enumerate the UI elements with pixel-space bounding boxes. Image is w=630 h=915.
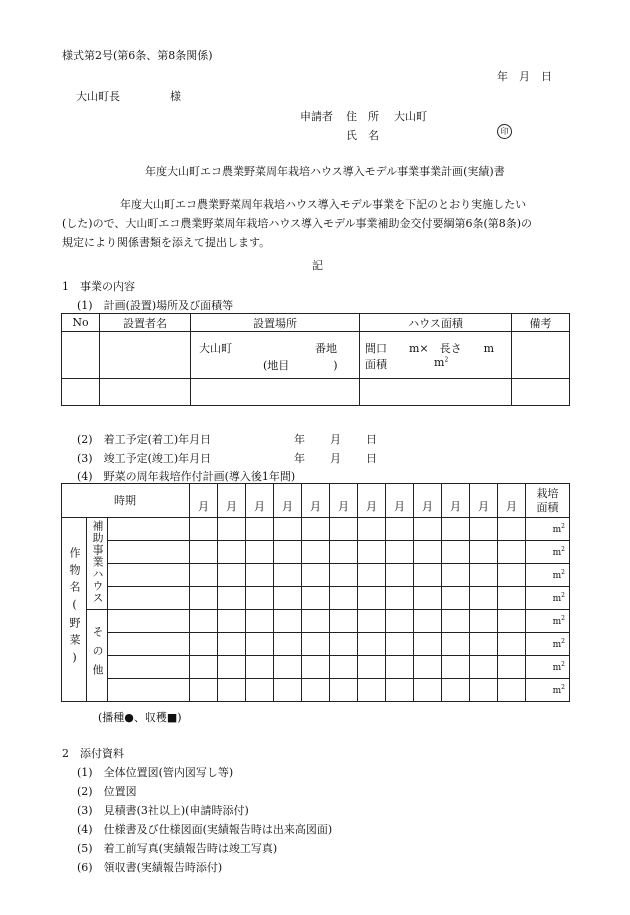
area-unit-superscript: 2 (561, 523, 565, 530)
area-unit: m (552, 525, 562, 535)
month-cell (190, 587, 218, 610)
cultivation-area-header: 栽培面積 (526, 484, 570, 518)
body-line-1: 年度大山町エコ農業野菜周年栽培ハウス導入モデル事業を下記のとおり実施したい (120, 198, 527, 211)
month-cell (302, 518, 330, 541)
area-unit-cell (526, 633, 570, 656)
month-header: 月 (302, 484, 330, 518)
month-cell (330, 518, 358, 541)
month-cell (190, 633, 218, 656)
month-cell (358, 633, 386, 656)
month-cell (218, 610, 246, 633)
attachment-4: (4) 仕様書及び仕様図面(実績報告時は出来高図面) (77, 823, 333, 836)
month-cell (246, 587, 274, 610)
month-cell (386, 587, 414, 610)
month-cell (470, 541, 498, 564)
month-cell (386, 679, 414, 702)
section1-heading: 1 事業の内容 (62, 280, 135, 293)
month-header: 月 (442, 484, 470, 518)
month-cell (442, 541, 470, 564)
body-line-2: (した)ので、大山町エコ農業野菜周年栽培ハウス導入モデル事業補助金交付要綱第6条(第8条)の (62, 217, 533, 230)
name-label: 氏 名 (346, 129, 379, 142)
month-cell (246, 679, 274, 702)
document-title: 年度大山町エコ農業野菜周年栽培ハウス導入モデル事業事業計画(実績)書 (145, 165, 505, 178)
month-cell (414, 587, 442, 610)
col-remarks: 備考 (512, 314, 570, 332)
area-unit-superscript: 2 (561, 661, 565, 668)
address-label: 住 所 (346, 110, 379, 123)
area-unit-superscript: 2 (561, 615, 565, 622)
cell-location (191, 332, 360, 379)
month-cell (442, 679, 470, 702)
area-unit-cell (526, 656, 570, 679)
col-installer: 設置者名 (100, 314, 191, 332)
cell-remarks (512, 332, 570, 379)
sub4-heading: (4) 野菜の周年栽培作付計画(導入後1年間) (77, 470, 296, 483)
area-unit-superscript: 2 (561, 569, 565, 576)
end-year: 年 (294, 452, 305, 465)
crop-entry-cell (108, 587, 190, 610)
location-table (61, 313, 570, 406)
month-cell (246, 633, 274, 656)
crop-entry-cell (108, 610, 190, 633)
month-cell (274, 610, 302, 633)
month-cell (498, 633, 526, 656)
month-header: 月 (470, 484, 498, 518)
month-cell (386, 518, 414, 541)
month-cell (330, 587, 358, 610)
month-cell (470, 633, 498, 656)
area-unit-superscript: 2 (561, 638, 565, 645)
start-day: 日 (366, 433, 377, 446)
month-cell (358, 679, 386, 702)
month-cell (386, 610, 414, 633)
attachment-2: (2) 位置図 (77, 785, 137, 798)
area-unit-superscript: 2 (561, 684, 565, 691)
body-line-3: 規定により関係書類を添えて提出します。 (62, 236, 271, 249)
legend: (播種●、収穫■) (98, 711, 182, 724)
month-cell (386, 541, 414, 564)
month-cell (274, 518, 302, 541)
month-cell (190, 679, 218, 702)
cell-installer (100, 332, 191, 379)
area-unit: m (552, 617, 562, 627)
attachment-3: (3) 見積書(3社以上)(申請時添付) (77, 804, 249, 817)
month-cell (358, 541, 386, 564)
month-cell (218, 679, 246, 702)
month-cell (190, 541, 218, 564)
blank-cell (62, 379, 100, 406)
month-cell (190, 610, 218, 633)
month-cell (302, 679, 330, 702)
month-cell (330, 610, 358, 633)
subsidy-house-label: 補助事業ハウス (91, 520, 104, 604)
month-cell (414, 564, 442, 587)
start-year: 年 (294, 433, 305, 446)
month-cell (190, 518, 218, 541)
area-unit: m (552, 548, 562, 558)
month-cell (414, 610, 442, 633)
month-cell (358, 610, 386, 633)
month-cell (386, 633, 414, 656)
planting-plan-table (61, 483, 570, 702)
area-unit-cell (526, 518, 570, 541)
month-cell (498, 564, 526, 587)
month-header: 月 (190, 484, 218, 518)
month-cell (414, 541, 442, 564)
crop-entry-cell (108, 633, 190, 656)
address-value: 大山町 (394, 110, 427, 123)
house-dimensions: 間口 m× 長さ m (365, 342, 495, 355)
month-cell (274, 656, 302, 679)
area-unit: m (552, 571, 562, 581)
month-cell (330, 656, 358, 679)
crop-entry-cell (108, 541, 190, 564)
location-chimoku: (地目 ) (263, 359, 338, 372)
blank-cell (512, 379, 570, 406)
blank-cell (100, 379, 191, 406)
month-cell (246, 610, 274, 633)
addressee: 大山町長 (76, 90, 120, 103)
sub3-heading: (3) 竣工予定(竣工)年月日 (77, 452, 212, 465)
addressee-honorific: 様 (170, 90, 181, 103)
cell-house-area (360, 332, 512, 379)
area-unit: m (552, 663, 562, 673)
month-cell (470, 656, 498, 679)
month-cell (498, 656, 526, 679)
month-cell (358, 656, 386, 679)
other-label: その他 (91, 625, 104, 683)
area-unit-superscript: 2 (561, 546, 565, 553)
month-cell (414, 656, 442, 679)
form-number: 様式第2号(第6条、第8条関係) (62, 49, 213, 62)
month-cell (218, 564, 246, 587)
other-group (87, 610, 108, 702)
month-cell (246, 541, 274, 564)
col-location: 設置場所 (191, 314, 360, 332)
subsidy-house-group (87, 518, 108, 610)
blank-cell (360, 379, 512, 406)
month-cell (414, 679, 442, 702)
date-line: 年 月 日 (497, 70, 552, 83)
month-header: 月 (218, 484, 246, 518)
month-cell (442, 564, 470, 587)
month-cell (498, 518, 526, 541)
month-cell (218, 541, 246, 564)
month-cell (498, 679, 526, 702)
month-cell (358, 564, 386, 587)
ki-mark: 記 (312, 259, 323, 272)
month-cell (218, 633, 246, 656)
month-cell (274, 633, 302, 656)
section2-heading: 2 添付資料 (62, 747, 124, 760)
area-unit-cell (526, 679, 570, 702)
month-cell (442, 518, 470, 541)
attachment-6: (6) 領収書(実績報告時添付) (77, 861, 223, 874)
crop-entry-cell (108, 656, 190, 679)
area-unit-cell (526, 610, 570, 633)
cell-no (62, 332, 100, 379)
month-header: 月 (414, 484, 442, 518)
month-cell (330, 679, 358, 702)
month-cell (330, 564, 358, 587)
house-area-label: 面積 (365, 358, 387, 371)
crop-entry-cell (108, 679, 190, 702)
month-cell (218, 587, 246, 610)
month-header: 月 (358, 484, 386, 518)
month-cell (274, 564, 302, 587)
seal-icon: 印 (497, 124, 512, 139)
col-no: No (62, 314, 100, 332)
applicant-label: 申請者 (300, 110, 333, 123)
month-header: 月 (246, 484, 274, 518)
crop-entry-cell (108, 518, 190, 541)
month-cell (386, 656, 414, 679)
month-cell (470, 564, 498, 587)
start-month: 月 (330, 433, 341, 446)
area-unit: m (552, 640, 562, 650)
area-unit-cell (526, 541, 570, 564)
month-cell (218, 518, 246, 541)
month-cell (190, 564, 218, 587)
area-unit-superscript: 2 (561, 592, 565, 599)
area-unit-cell (526, 587, 570, 610)
month-cell (442, 633, 470, 656)
period-label: 時期 (114, 494, 136, 507)
month-header: 月 (386, 484, 414, 518)
month-cell (302, 610, 330, 633)
month-cell (246, 518, 274, 541)
month-cell (302, 564, 330, 587)
month-header: 月 (498, 484, 526, 518)
end-month: 月 (330, 452, 341, 465)
location-banchi: 番地 (315, 342, 337, 355)
attachment-5: (5) 着工前写真(実績報告時は竣工写真) (77, 842, 278, 855)
month-cell (470, 587, 498, 610)
attachment-1: (1) 全体位置図(管内図写し等) (77, 766, 234, 779)
month-cell (302, 633, 330, 656)
month-cell (274, 587, 302, 610)
sub2-heading: (2) 着工予定(着工)年月日 (77, 433, 212, 446)
month-cell (274, 541, 302, 564)
house-area-unit: $m^2$ (434, 356, 449, 369)
month-cell (442, 587, 470, 610)
end-day: 日 (366, 452, 377, 465)
month-cell (414, 518, 442, 541)
month-cell (358, 587, 386, 610)
month-cell (330, 633, 358, 656)
month-cell (302, 656, 330, 679)
blank-cell (191, 379, 360, 406)
month-cell (470, 518, 498, 541)
month-cell (442, 656, 470, 679)
location-town: 大山町 (199, 342, 232, 355)
month-cell (498, 610, 526, 633)
month-cell (190, 656, 218, 679)
area-unit-cell (526, 564, 570, 587)
month-cell (218, 656, 246, 679)
month-cell (302, 541, 330, 564)
period-header (62, 484, 190, 518)
month-cell (470, 679, 498, 702)
month-cell (442, 610, 470, 633)
area-unit: m (552, 686, 562, 696)
month-cell (246, 656, 274, 679)
area-unit: m (552, 594, 562, 604)
month-cell (386, 564, 414, 587)
month-cell (358, 518, 386, 541)
month-cell (274, 679, 302, 702)
crop-entry-cell (108, 564, 190, 587)
month-cell (498, 587, 526, 610)
crop-name-cell (62, 518, 87, 702)
month-cell (246, 564, 274, 587)
col-house-area: ハウス面積 (360, 314, 512, 332)
month-header: 月 (274, 484, 302, 518)
month-header: 月 (330, 484, 358, 518)
month-cell (498, 541, 526, 564)
crop-name-label: 作物名(野菜) (68, 546, 81, 670)
month-cell (414, 633, 442, 656)
month-cell (302, 587, 330, 610)
month-cell (470, 610, 498, 633)
month-cell (330, 541, 358, 564)
sub1-heading: (1) 計画(設置)場所及び面積等 (77, 299, 234, 312)
